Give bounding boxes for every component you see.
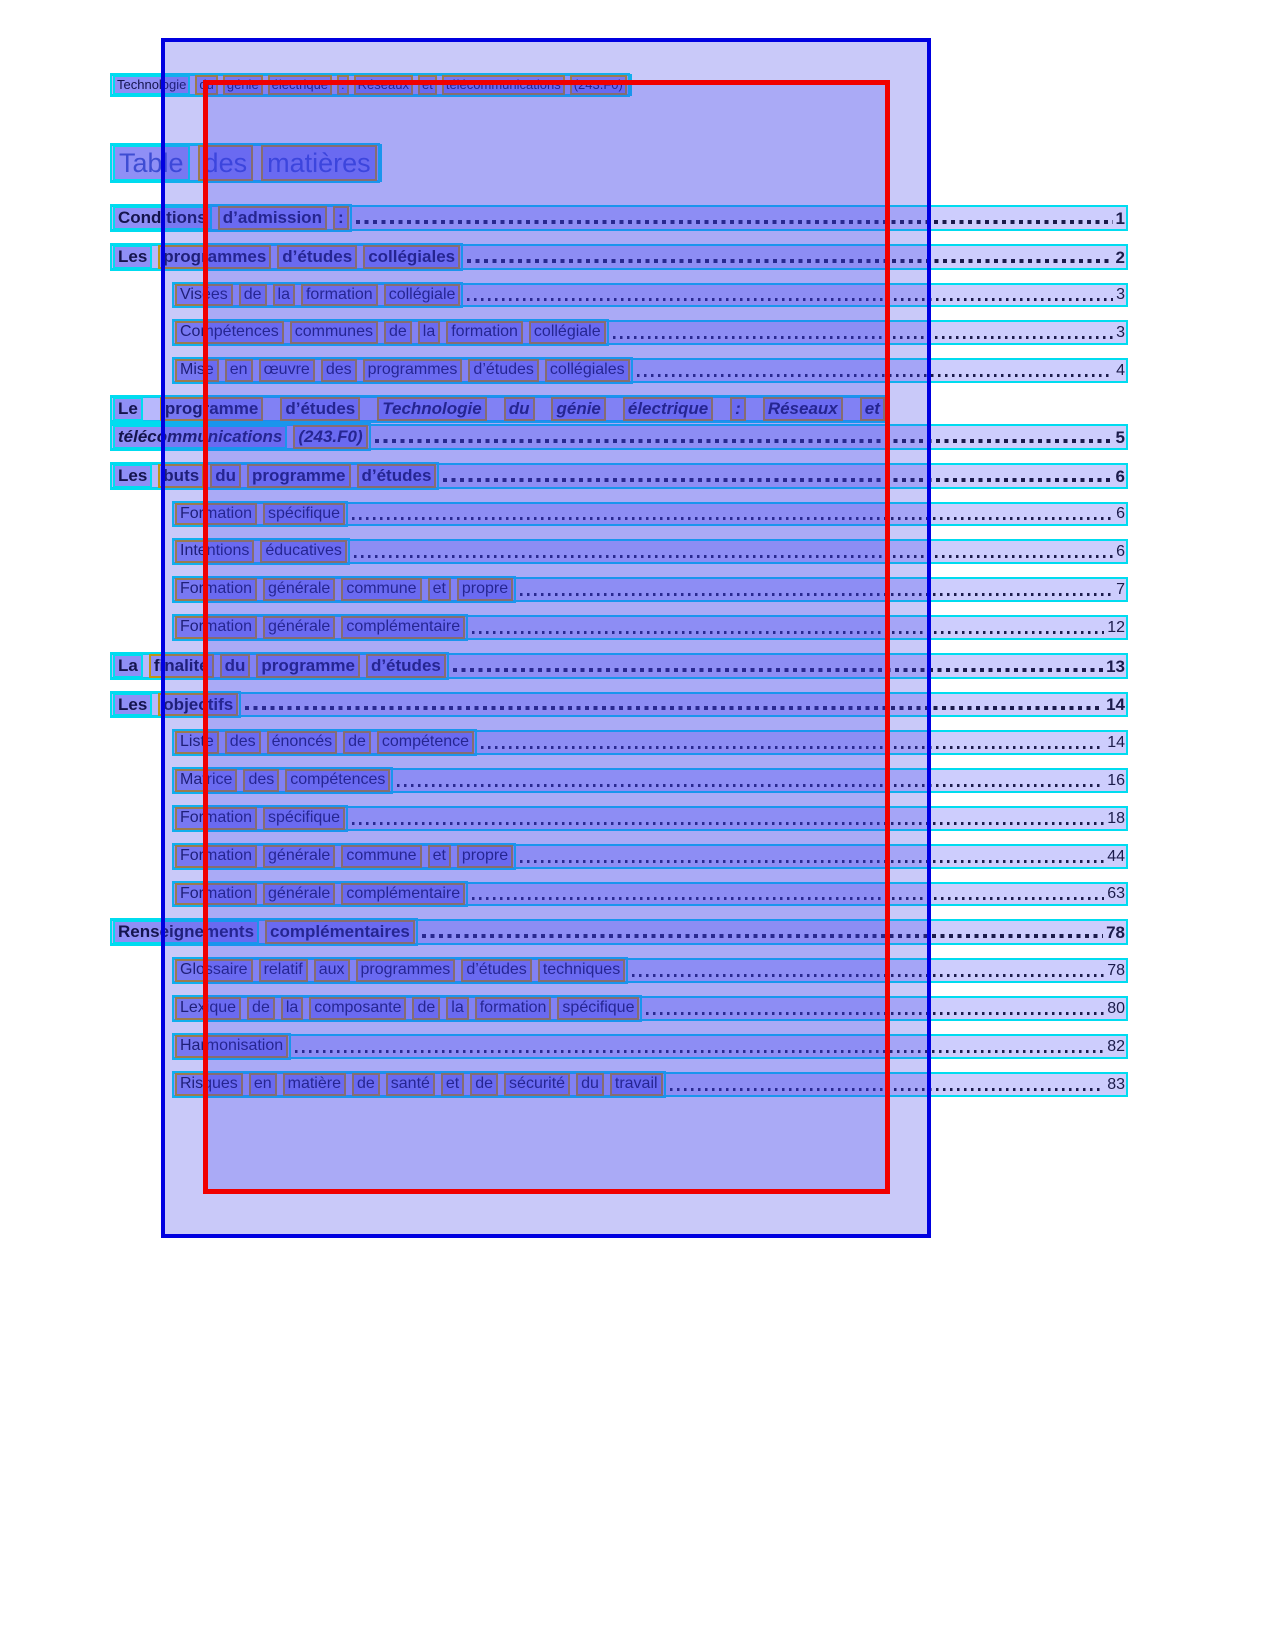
toc-line[interactable] [110, 205, 1128, 231]
toc-line[interactable] [172, 502, 1128, 527]
word-box[interactable]: Formation [175, 578, 257, 601]
toc-line[interactable] [110, 396, 890, 422]
page-number: 6 [1116, 543, 1125, 561]
word-box[interactable]: d’études [280, 397, 360, 421]
toc-words-box [110, 918, 418, 946]
word-box[interactable]: objectifs [158, 693, 238, 717]
word-box: matières [261, 145, 377, 181]
toc-line[interactable] [172, 806, 1128, 831]
word-box[interactable]: Les [113, 464, 152, 488]
word-box[interactable]: en [225, 359, 253, 382]
page-number: 4 [1116, 362, 1125, 380]
dot-leader [472, 897, 1104, 900]
word-box[interactable]: et [428, 845, 451, 868]
word-box[interactable]: composante [309, 997, 406, 1020]
toc-words-box [172, 957, 628, 984]
word-box[interactable]: collégiale [384, 284, 461, 307]
word-box: génie [223, 75, 263, 95]
word-box[interactable]: Les [113, 245, 152, 269]
page-number: 5 [1115, 427, 1125, 447]
word-box: du [195, 75, 217, 95]
word-box[interactable]: d’études [357, 464, 437, 488]
toc-words-box [110, 691, 241, 719]
word-box[interactable]: santé [386, 1073, 435, 1096]
toc-words-box [172, 1033, 291, 1060]
header-words-box [110, 73, 630, 97]
toc-line[interactable] [172, 283, 1128, 308]
toc-words-box [172, 614, 468, 641]
word-box[interactable]: de [247, 997, 275, 1020]
toc-line[interactable] [110, 653, 1128, 679]
word-box[interactable]: la [273, 284, 295, 307]
word-box[interactable]: éducatives [260, 540, 347, 563]
word-box[interactable]: Les [113, 693, 152, 717]
toc-line[interactable] [110, 919, 1128, 945]
dot-leader [375, 439, 1113, 443]
word-box[interactable]: de [352, 1073, 380, 1096]
word-box[interactable]: du [504, 397, 535, 421]
header-line-box [110, 74, 632, 96]
word-box: et [418, 75, 437, 95]
word-box: (243.F0) [570, 75, 627, 95]
dot-leader [245, 706, 1103, 710]
word-box[interactable]: commune [341, 845, 421, 868]
toc-list [110, 193, 1128, 1110]
word-box[interactable]: finalité [149, 654, 214, 678]
word-box: des [198, 145, 254, 181]
word-box[interactable]: de [343, 731, 371, 754]
dot-leader [520, 593, 1113, 596]
toc-words-box [110, 423, 371, 451]
word-box[interactable]: énoncés [267, 731, 338, 754]
word-box[interactable]: la [281, 997, 303, 1020]
toc-line[interactable] [110, 692, 1128, 718]
word-box[interactable]: des [321, 359, 357, 382]
word-box[interactable]: programmes [363, 359, 463, 382]
page-number: 44 [1107, 847, 1125, 865]
page-number: 83 [1107, 1075, 1125, 1093]
word-box: Technologie [113, 75, 190, 95]
word-box[interactable]: la [446, 997, 468, 1020]
word-box[interactable]: compétences [285, 769, 390, 792]
word-box[interactable]: Formation [175, 616, 257, 639]
word-box[interactable]: en [249, 1073, 277, 1096]
word-box[interactable]: du [210, 464, 241, 488]
word-box[interactable]: formation [446, 321, 523, 344]
dot-leader [637, 374, 1113, 377]
word-box[interactable]: commune [341, 578, 421, 601]
toc-line[interactable] [172, 358, 1128, 383]
toc-line[interactable] [172, 539, 1128, 564]
word-box[interactable]: Intentions [175, 540, 254, 563]
toc-words-box [110, 395, 888, 423]
word-box[interactable]: compétence [377, 731, 474, 754]
word-box[interactable]: générale [263, 883, 335, 906]
toc-line[interactable] [172, 577, 1128, 602]
page-number: 12 [1107, 618, 1125, 636]
word-box[interactable]: Compétences [175, 321, 284, 344]
word-box[interactable]: d’études [366, 654, 446, 678]
word-box: télécommunications [442, 75, 565, 95]
word-box[interactable]: de [239, 284, 267, 307]
word-box[interactable]: et [441, 1073, 464, 1096]
word-box[interactable]: des [243, 769, 279, 792]
word-box[interactable]: communes [290, 321, 378, 344]
word-box[interactable]: Mise [175, 359, 219, 382]
word-box[interactable]: de [384, 321, 412, 344]
page-header [110, 74, 632, 96]
toc-words-box [172, 805, 348, 832]
word-box[interactable]: (243.F0) [293, 425, 367, 449]
dot-leader [670, 1088, 1105, 1091]
doc-title [110, 144, 382, 182]
dot-leader [352, 517, 1113, 520]
word-box[interactable]: Formation [175, 503, 257, 526]
title-line-box [110, 144, 382, 182]
page-number: 13 [1106, 656, 1125, 676]
dot-leader [467, 259, 1112, 263]
page-number: 78 [1106, 923, 1125, 943]
word-box[interactable]: complémentaire [341, 616, 465, 639]
word-box[interactable]: programme [247, 464, 351, 488]
word-box[interactable]: Formation [175, 883, 257, 906]
page-number: 3 [1116, 324, 1125, 342]
word-box[interactable]: spécifique [263, 807, 345, 830]
word-box[interactable]: Matrice [175, 769, 237, 792]
word-box[interactable]: aux [314, 959, 350, 982]
toc-words-box [172, 319, 609, 346]
toc-line[interactable] [172, 1034, 1128, 1059]
word-box[interactable]: Risques [175, 1073, 243, 1096]
word-box[interactable]: Liste [175, 731, 219, 754]
word-box[interactable]: spécifique [557, 997, 639, 1020]
word-box[interactable]: collégiales [545, 359, 630, 382]
word-box[interactable]: Harmonisation [175, 1035, 288, 1058]
dot-leader [453, 668, 1103, 672]
word-box: électrique [268, 75, 332, 95]
dot-leader [443, 478, 1112, 482]
word-box[interactable]: générale [263, 578, 335, 601]
dot-leader [520, 860, 1104, 863]
page-number: 63 [1107, 885, 1125, 903]
page-number: 16 [1107, 772, 1125, 790]
word-box[interactable]: complémentaire [341, 883, 465, 906]
word-box[interactable]: complémentaires [265, 920, 415, 944]
toc-words-box [172, 995, 642, 1022]
word-box[interactable]: Formation [175, 845, 257, 868]
word-box[interactable]: Lexique [175, 997, 241, 1020]
word-box[interactable]: Technologie [377, 397, 487, 421]
word-box[interactable]: génie [551, 397, 605, 421]
page-number: 14 [1106, 695, 1125, 715]
toc-line[interactable] [110, 463, 1128, 489]
dot-leader [352, 822, 1104, 825]
toc-words-box [172, 357, 633, 384]
toc-words-box [172, 501, 348, 528]
dot-leader [354, 555, 1113, 558]
word-box[interactable]: générale [263, 616, 335, 639]
page-number: 3 [1116, 286, 1125, 304]
toc-words-box [110, 243, 463, 271]
word-box[interactable]: Réseaux [763, 397, 843, 421]
word-box[interactable]: et [860, 397, 885, 421]
word-box[interactable]: matière [283, 1073, 346, 1096]
toc-words-box [172, 1071, 666, 1098]
word-box[interactable]: d’études [468, 359, 539, 382]
word-box[interactable]: propre [457, 578, 513, 601]
word-box[interactable]: Glossaire [175, 959, 253, 982]
toc-words-box [172, 538, 350, 565]
page-number: 78 [1107, 962, 1125, 980]
word-box[interactable]: La [113, 654, 143, 678]
word-box[interactable]: d’études [277, 245, 357, 269]
page-number: 14 [1107, 734, 1125, 752]
word-box[interactable]: la [418, 321, 440, 344]
dot-leader [646, 1012, 1104, 1015]
word-box[interactable]: programmes [158, 245, 271, 269]
word-box[interactable]: de [412, 997, 440, 1020]
toc-line[interactable] [172, 1072, 1128, 1097]
word-box[interactable]: sécurité [504, 1073, 570, 1096]
word-box[interactable]: collégiales [363, 245, 460, 269]
word-box[interactable]: formation [301, 284, 378, 307]
dot-leader [472, 631, 1104, 634]
word-box[interactable]: des [225, 731, 261, 754]
word-box[interactable]: du [576, 1073, 604, 1096]
word-box[interactable]: programmes [356, 959, 456, 982]
toc-line[interactable] [110, 424, 1128, 450]
word-box[interactable]: Le [113, 397, 143, 421]
word-box[interactable]: Formation [175, 807, 257, 830]
word-box[interactable]: relatif [259, 959, 308, 982]
toc-words-box [110, 462, 439, 490]
toc-line[interactable] [172, 768, 1128, 793]
word-box[interactable]: : [730, 397, 746, 421]
page-number: 6 [1115, 466, 1125, 486]
toc-line[interactable] [110, 244, 1128, 270]
word-box[interactable]: générale [263, 845, 335, 868]
toc-line[interactable] [172, 320, 1128, 345]
word-box[interactable]: télécommunications [113, 425, 287, 449]
dot-leader [613, 336, 1113, 339]
dot-leader [632, 974, 1104, 977]
toc-words-box [172, 767, 393, 794]
word-box[interactable]: d’études [461, 959, 532, 982]
dot-leader [356, 220, 1113, 224]
word-box: Table [113, 145, 190, 181]
toc-line[interactable] [172, 882, 1128, 907]
word-box: : [337, 75, 349, 95]
dot-leader [422, 934, 1103, 938]
toc-line[interactable] [172, 958, 1128, 983]
word-box[interactable]: collégiale [529, 321, 606, 344]
word-box[interactable]: buts [158, 464, 204, 488]
word-box[interactable]: et [428, 578, 451, 601]
page-number: 1 [1115, 208, 1125, 228]
toc-words-box [110, 652, 449, 680]
word-box[interactable]: électrique [623, 397, 713, 421]
word-box[interactable]: Visées [175, 284, 233, 307]
toc-words-box [172, 576, 516, 603]
word-box[interactable]: Renseignements [113, 920, 259, 944]
dot-leader [467, 298, 1113, 301]
page-number: 82 [1107, 1037, 1125, 1055]
toc-words-box [172, 282, 463, 309]
toc-line[interactable] [172, 996, 1128, 1021]
page-number: 18 [1107, 809, 1125, 827]
word-box[interactable]: œuvre [259, 359, 315, 382]
page-number: 80 [1107, 999, 1125, 1017]
word-box[interactable]: de [470, 1073, 498, 1096]
word-box[interactable]: : [333, 206, 349, 230]
word-box[interactable]: Conditions [113, 206, 212, 230]
word-box[interactable]: programme [256, 654, 360, 678]
dot-leader [481, 746, 1104, 749]
word-box[interactable]: formation [475, 997, 552, 1020]
dot-leader [295, 1050, 1104, 1053]
toc-words-box [172, 843, 516, 870]
word-box[interactable]: propre [457, 845, 513, 868]
word-box: Réseaux [354, 75, 413, 95]
title-words-box [110, 143, 380, 183]
toc-line[interactable] [172, 615, 1128, 640]
word-box[interactable]: programme [160, 397, 264, 421]
word-box[interactable]: travail [610, 1073, 663, 1096]
page-number: 2 [1115, 247, 1125, 267]
word-box[interactable]: d’admission [218, 206, 327, 230]
toc-words-box [172, 729, 477, 756]
word-box[interactable]: spécifique [263, 503, 345, 526]
toc-words-box [172, 881, 468, 908]
page-number: 7 [1116, 581, 1125, 598]
toc-words-box [110, 204, 352, 232]
dot-leader [397, 784, 1104, 787]
word-box[interactable]: techniques [538, 959, 625, 982]
page-number: 6 [1116, 505, 1125, 523]
toc-line[interactable] [172, 844, 1128, 869]
toc-line[interactable] [172, 730, 1128, 755]
word-box[interactable]: du [220, 654, 251, 678]
